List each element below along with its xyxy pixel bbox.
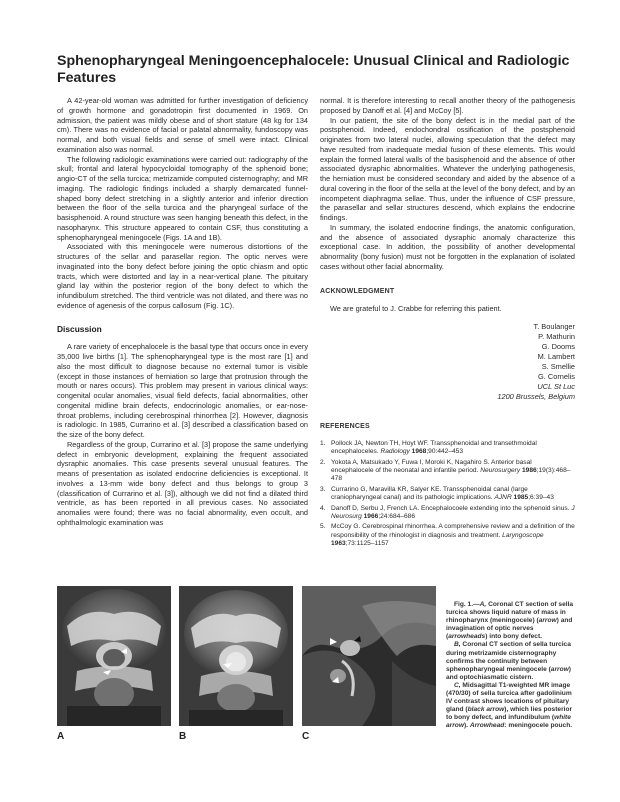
caption-text: ) into bony defect. (485, 633, 542, 641)
author-name: S. Smellie (541, 362, 575, 371)
author-block (320, 322, 575, 402)
body-paragraph: Regardless of the group, Currarino et al. [3] propose the same underlying defect in embryonic development, explaining the frequent associated dysraphic anomalies. This case presents several unusual features. The means of presentation as isolated endocrine deficiencies is exceptional. It involves a 13-mm wide bony defect and thus belongs to group 3 (classification of Currarino et al. [3]), although we did not find a dilated third ventricle, as has been reported in all previous cases. No associated anomalies were found; there was no facial abnormality, even occult, and ophthalmologic examination was (57, 439, 308, 527)
caption-text: ), which lies posterior to bony defect, and infundibulum ( (446, 706, 573, 722)
body-paragraph: A 42-year-old woman was admitted for further investigation of deficiency of growth hormone and gonadotropin first documented in 1969. On admission, the patient was mildly obese and of short stature (48 kg for 134 cm). There was no evidence of facial or palatal abnormality, fundoscopy was normal, and both visual fields and sense of smell were intact. Clinical examination also was normal. (57, 96, 308, 154)
reference-journal: Radiology (380, 448, 410, 456)
caption-text: : meningocele pouch. (504, 722, 573, 730)
reference-item (320, 523, 575, 548)
caption-italic-term: black arrow (467, 706, 505, 714)
caption-italic-term: arrowheads (448, 633, 486, 641)
body-paragraph: Associated with this meningocele were numerous distortions of the structures of the sellar and parasellar region. The optic nerves were invaginated into the bony defect before joining the optic chiasm and optic tracts, which were distorted and lay in a near-vertical plane. The pituitary gland lay within the posterior region of the bony defect to which the infundibulum stretched. The third ventricle was not dilated, and there was no evidence of agenesis of the corpus callosum (Fig. 1C). (57, 242, 308, 310)
reference-journal: AJNR (494, 494, 512, 502)
reference-year: 1985 (511, 494, 529, 502)
sagittal-mr-graphic (302, 586, 436, 726)
body-paragraph: A rare variety of encephalocele is the basal type that occurs once in every 35,000 live births [1]. The sphenopharyngeal type is the most rare [1] and also the most difficult to diagnose because no external tumor is visible (except in those instances of herniation so large that protrusion through the mouth or nares occurs). This problem may present in various clinical ways: congenital ocular anomalies, visual field defects, facial abnormalities, other congenital midline brain defects, endocrinologic anomalies, or ear-nose-throat problems, including cerebrospinal rhinorrhea [2]. However, diagnosis is radiologic. In 1985, Currarino et al. [3] described a classification based on the size of the bony defect. (57, 342, 308, 439)
body-paragraph: The following radiologic examinations were carried out: radiography of the skull; frontal and lateral hypocycloidal tomography of the sphenoid bone; angio-CT of the sella turcica; metrizamide computed cisternography; and MR imaging. The radiologic findings included a sharply demarcated funnel-shaped bony defect stretching in a slightly anterior and inferior direction between the floor of the sella turcica and the pharyngeal surface of the basisphenoid. A round structure was seen hanging beneath this defect, in the nasopharynx. This structure appeared to contain CSF, thus constituting a sphenopharyngeal meningocele (Figs. 1A and 1B). (57, 154, 308, 242)
references-heading: REFERENCES (320, 423, 370, 430)
affiliation-institution: UCL St Luc (537, 382, 575, 391)
reference-item (320, 505, 575, 522)
caption-text: Coronal CT section of sella turcica shows liquid nature of mass in rhinopharynx (meningocele) ( (446, 601, 574, 625)
discussion-heading: Discussion (57, 323, 102, 334)
reference-text: Currarino G, Maravilla KR, Salyer KE. Transsphenoidal canal (large craniopharyngeal canal) and its pathologic implications. (331, 485, 528, 502)
right-column (320, 96, 575, 551)
acknowledgment-text: We are grateful to J. Crabbe for referring this patient. (330, 304, 502, 314)
reference-year: 1986 (520, 466, 537, 474)
figure-panel-c-mr-image (302, 586, 436, 726)
caption-text: ) and optochiasmatic cistern. (446, 665, 571, 681)
reference-item (320, 459, 575, 484)
body-paragraph: In summary, the isolated endocrine findings, the anatomic configuration, and the absence of associated dysraphic anomaly characterize this exceptional case. In addition, the possibility of another developmental abnormality (bony fusion) must not be forgotten in the explanation of isolated cases without other facial abnormality. (320, 222, 575, 271)
reference-number: 2. (320, 458, 326, 466)
caption-italic-term: Arrowhead (469, 722, 505, 730)
caption-italic-term: arrow (550, 665, 569, 673)
caption-part-c (446, 682, 576, 731)
figure-panel-label-a: A (57, 731, 65, 742)
author-name: P. Mathurin (538, 332, 575, 341)
caption-panel-letter: A, (479, 601, 487, 608)
article-title: Sphenopharyngeal Meningoencephalocele: Unusual Clinical and Radiologic Features (57, 53, 570, 86)
reference-text: Pollock JA, Newton TH, Hoyt WF. Transsphenoidal and transethmoidal encephaloceles. (331, 439, 537, 456)
reference-text: Yokota A, Matsukado Y, Fuwa I, Moroki K, Nagahiro S. Anterior basal encephalocele of the neonatal and infantile period. (331, 458, 532, 474)
reference-text: Danoff D, Serbu J, French LA. Encephalocoele extending into the sphenoid sinus. (331, 504, 572, 512)
reference-journal: Neurosurgery (480, 466, 521, 474)
reference-pages: ;90:442–453 (426, 448, 464, 456)
figure-caption (446, 601, 576, 731)
affiliation-city: 1200 Brussels, Belgium (497, 392, 575, 401)
acknowledgment-heading: ACKNOWLEDGMENT (320, 287, 395, 295)
reference-pages: ;24:684–686 (378, 513, 415, 520)
figure-panel-label-c: C (302, 731, 310, 742)
coronal-ct-scan-graphic (57, 586, 171, 726)
caption-part-b (446, 641, 576, 681)
caption-text: Midsagittal T1-weighted MR image (470/30) of sella turcica after gadolinium IV contrast shows locations of pituitary gland ( (446, 681, 572, 714)
cisternography-ct-graphic (179, 586, 293, 726)
reference-pages: ;19(3):468–478 (331, 466, 571, 483)
reference-number: 5. (320, 523, 326, 531)
author-name: G. Dooms (541, 342, 575, 351)
body-paragraph: normal. It is therefore interesting to recall another theory of the pathogenesis proposed by Danoff et al. [4] and McCoy [5]. (320, 96, 575, 115)
reference-journal: Laryngoscope (502, 531, 544, 539)
caption-text: ). (463, 722, 470, 730)
reference-year: 1963 (331, 540, 346, 548)
caption-panel-letter: C, (454, 681, 461, 689)
caption-panel-letter: B, (454, 641, 461, 649)
reference-item (320, 440, 575, 457)
left-column (57, 96, 308, 528)
caption-figure-label: Fig. 1.— (454, 601, 480, 608)
reference-pages: ;73:1125–1157 (345, 540, 389, 548)
reference-item (320, 486, 575, 503)
figure-panel-label-b: B (179, 731, 187, 742)
caption-italic-term: arrow (538, 617, 557, 625)
reference-number: 4. (320, 504, 326, 512)
reference-journal: J Neurosurg (331, 504, 575, 520)
figure-panel-b-ct-image (179, 586, 293, 726)
caption-text: ) and invagination of optic nerves ( (446, 617, 573, 641)
reference-year: 1968 (409, 448, 427, 456)
reference-number: 1. (320, 439, 326, 447)
references-list (320, 440, 575, 549)
body-paragraph: In our patient, the site of the bony defect is in the medial part of the postsphenoid. Indeed, endochondral ossification of the postsphenoid originates from two lateral nuclei, allowing speculation that the defect may have resulted from inadequate medial fusion of these elements. This would explain the formed lateral walls of the basisphenoid and the absence of other associated dysraphic abnormalities. Whatever the underlying pathogenesis, the herniation must be considered secondary and aided by the absence of a dural covering in the floor of the sella at the level of the bony defect, and by an incompetent diaphragma sellae. Thus, under the influence of CSF pressure, the parasellar and sellar structures descend, which explains the endocrine findings. (320, 115, 575, 222)
caption-text: Coronal CT section of sella turcica during metrizamide cisternography confirms the continuity between sphenopharyngeal meningocele ( (446, 641, 571, 673)
author-name: G. Cornelis (538, 372, 575, 381)
reference-year: 1966 (361, 513, 379, 520)
reference-text: McCoy G. Cerebrospinal rhinorrhea. A comprehensive review and a definition of the responsibility of the rhinologist in diagnosis and treatment. (331, 523, 575, 539)
figure-panel-a-ct-image (57, 586, 171, 726)
reference-number: 3. (320, 485, 326, 493)
author-name: M. Lambert (537, 352, 575, 361)
reference-pages: ;6:39–43 (528, 494, 554, 502)
caption-italic-term: white arrow (446, 714, 571, 730)
caption-part-a (446, 601, 576, 641)
author-name: T. Boulanger (533, 322, 575, 331)
